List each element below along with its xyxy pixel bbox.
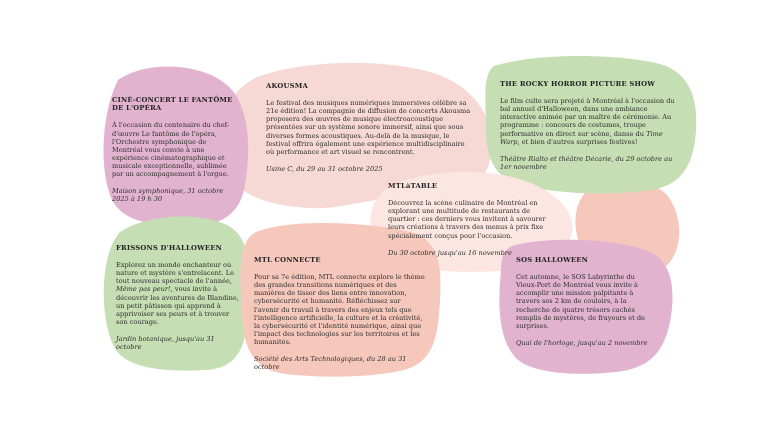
event-description: Cet automne, le SOS Labyrinthe du Vieux-Port de Montréal vous invite à accomplir une mission palpitante à travers ses 2 km de couloirs, à la recherche de quatre trésors cachés remplis de mystères, de frayeurs et de surprises. [516, 273, 646, 330]
event-venue-date: Usine C, du 29 au 31 octobre 2025 [266, 164, 383, 173]
event-venue-date: Maison symphonique, 31 octobre 2025 à 19 h 30 [112, 187, 224, 204]
event-card-mtl-connecte [254, 256, 426, 371]
event-venue-date: Du 30 octobre jusqu'au 16 novembre [388, 248, 512, 257]
event-title: SOS HALLOWEEN [516, 256, 589, 264]
event-description: Découvrez la scène culinaire de Montréal en explorant une multitude de restaurants de quartier : ces derniers vous invitent à savourer leurs créations à travers des menus à prix fixe spécialement conçus pour l'occasion. [388, 199, 546, 240]
event-card-rocky-horror [500, 80, 680, 171]
event-description: Le festival des musiques numériques immersives célèbre sa 21e édition! La compagnie de diffusion de concerts Akousma proposera des œuvres de musique électroacoustique présentées sur un système sonore immersif, ainsi que sous diverses formes acoustiques. Au-delà de la musique, le festival offrira également une expérience multidisciplinaire où performance et art visuel se rencontrent. [266, 99, 471, 156]
event-description: Le film culte sera projeté à Montréal à l'occasion du bal annuel d'Halloween, dans une ambiance interactive animée par un maître de cérémonie. Au programme : concours de costumes, troupe performative en direct sur scène, danse du Time Warp, et bien d'autres surprises festives! [500, 97, 675, 146]
event-card-cine-concert [112, 96, 234, 203]
event-title: THE ROCKY HORROR PICTURE SHOW [500, 80, 656, 88]
event-venue-date: Jardin botanique, jusqu'au 31 octobre [116, 334, 215, 352]
event-card-frissons [116, 244, 240, 351]
event-title: MTLàTABLE [388, 182, 438, 190]
event-venue-date: Théâtre Rialto et théâtre Décarie, du 29 octobre au 1er novembre [500, 154, 673, 171]
event-venue-date: Société des Arts Technologiques, du 28 au 31 octobre [254, 355, 407, 372]
event-title: CINÉ-CONCERT LE FANTÔME DE L'OPÉRA [112, 96, 233, 113]
event-card-akousma [266, 82, 472, 173]
event-title: FRISSONS D'HALLOWEEN [116, 244, 223, 252]
event-title: AKOUSMA [266, 82, 308, 90]
event-description: À l'occasion du centenaire du chef-d'œuvre Le fantôme de l'opéra, l'Orchestre symphonique de Montréal vous convie à une expérience cinématographique et musicale exceptionnelle, sublimée par un accompagnement à l'orgue. [112, 121, 230, 178]
event-card-sos-halloween [516, 256, 656, 347]
event-description: Explorez un monde enchanteur où nature et mystère s'entrelacent. Le tout nouveau spectacle de l'année, Même pas peur!, vous invite à découvrir les aventures de Blandine, un petit pâtisson qui apprend à apprivoiser ses peurs et à trouver son courage. [116, 261, 239, 326]
event-venue-date: Quai de l'horloge, jusqu'au 2 novembre [516, 338, 648, 347]
event-card-mtlatable [388, 182, 556, 257]
event-title: MTL CONNECTE [254, 256, 321, 264]
event-description: Pour sa 7e édition, MTL connecte explore le thème des grandes transitions numériques et des manières de tisser des liens entre innovation, cybersécurité et humanité. Réfléchissez sur l'avenir du travail à travers des enjeux tels que l'intelligence artificielle, la culture et la créativité, la cybersécurité et l'identité numérique, ainsi que l'impact des technologies sur les territoires et les humanités. [254, 273, 425, 346]
